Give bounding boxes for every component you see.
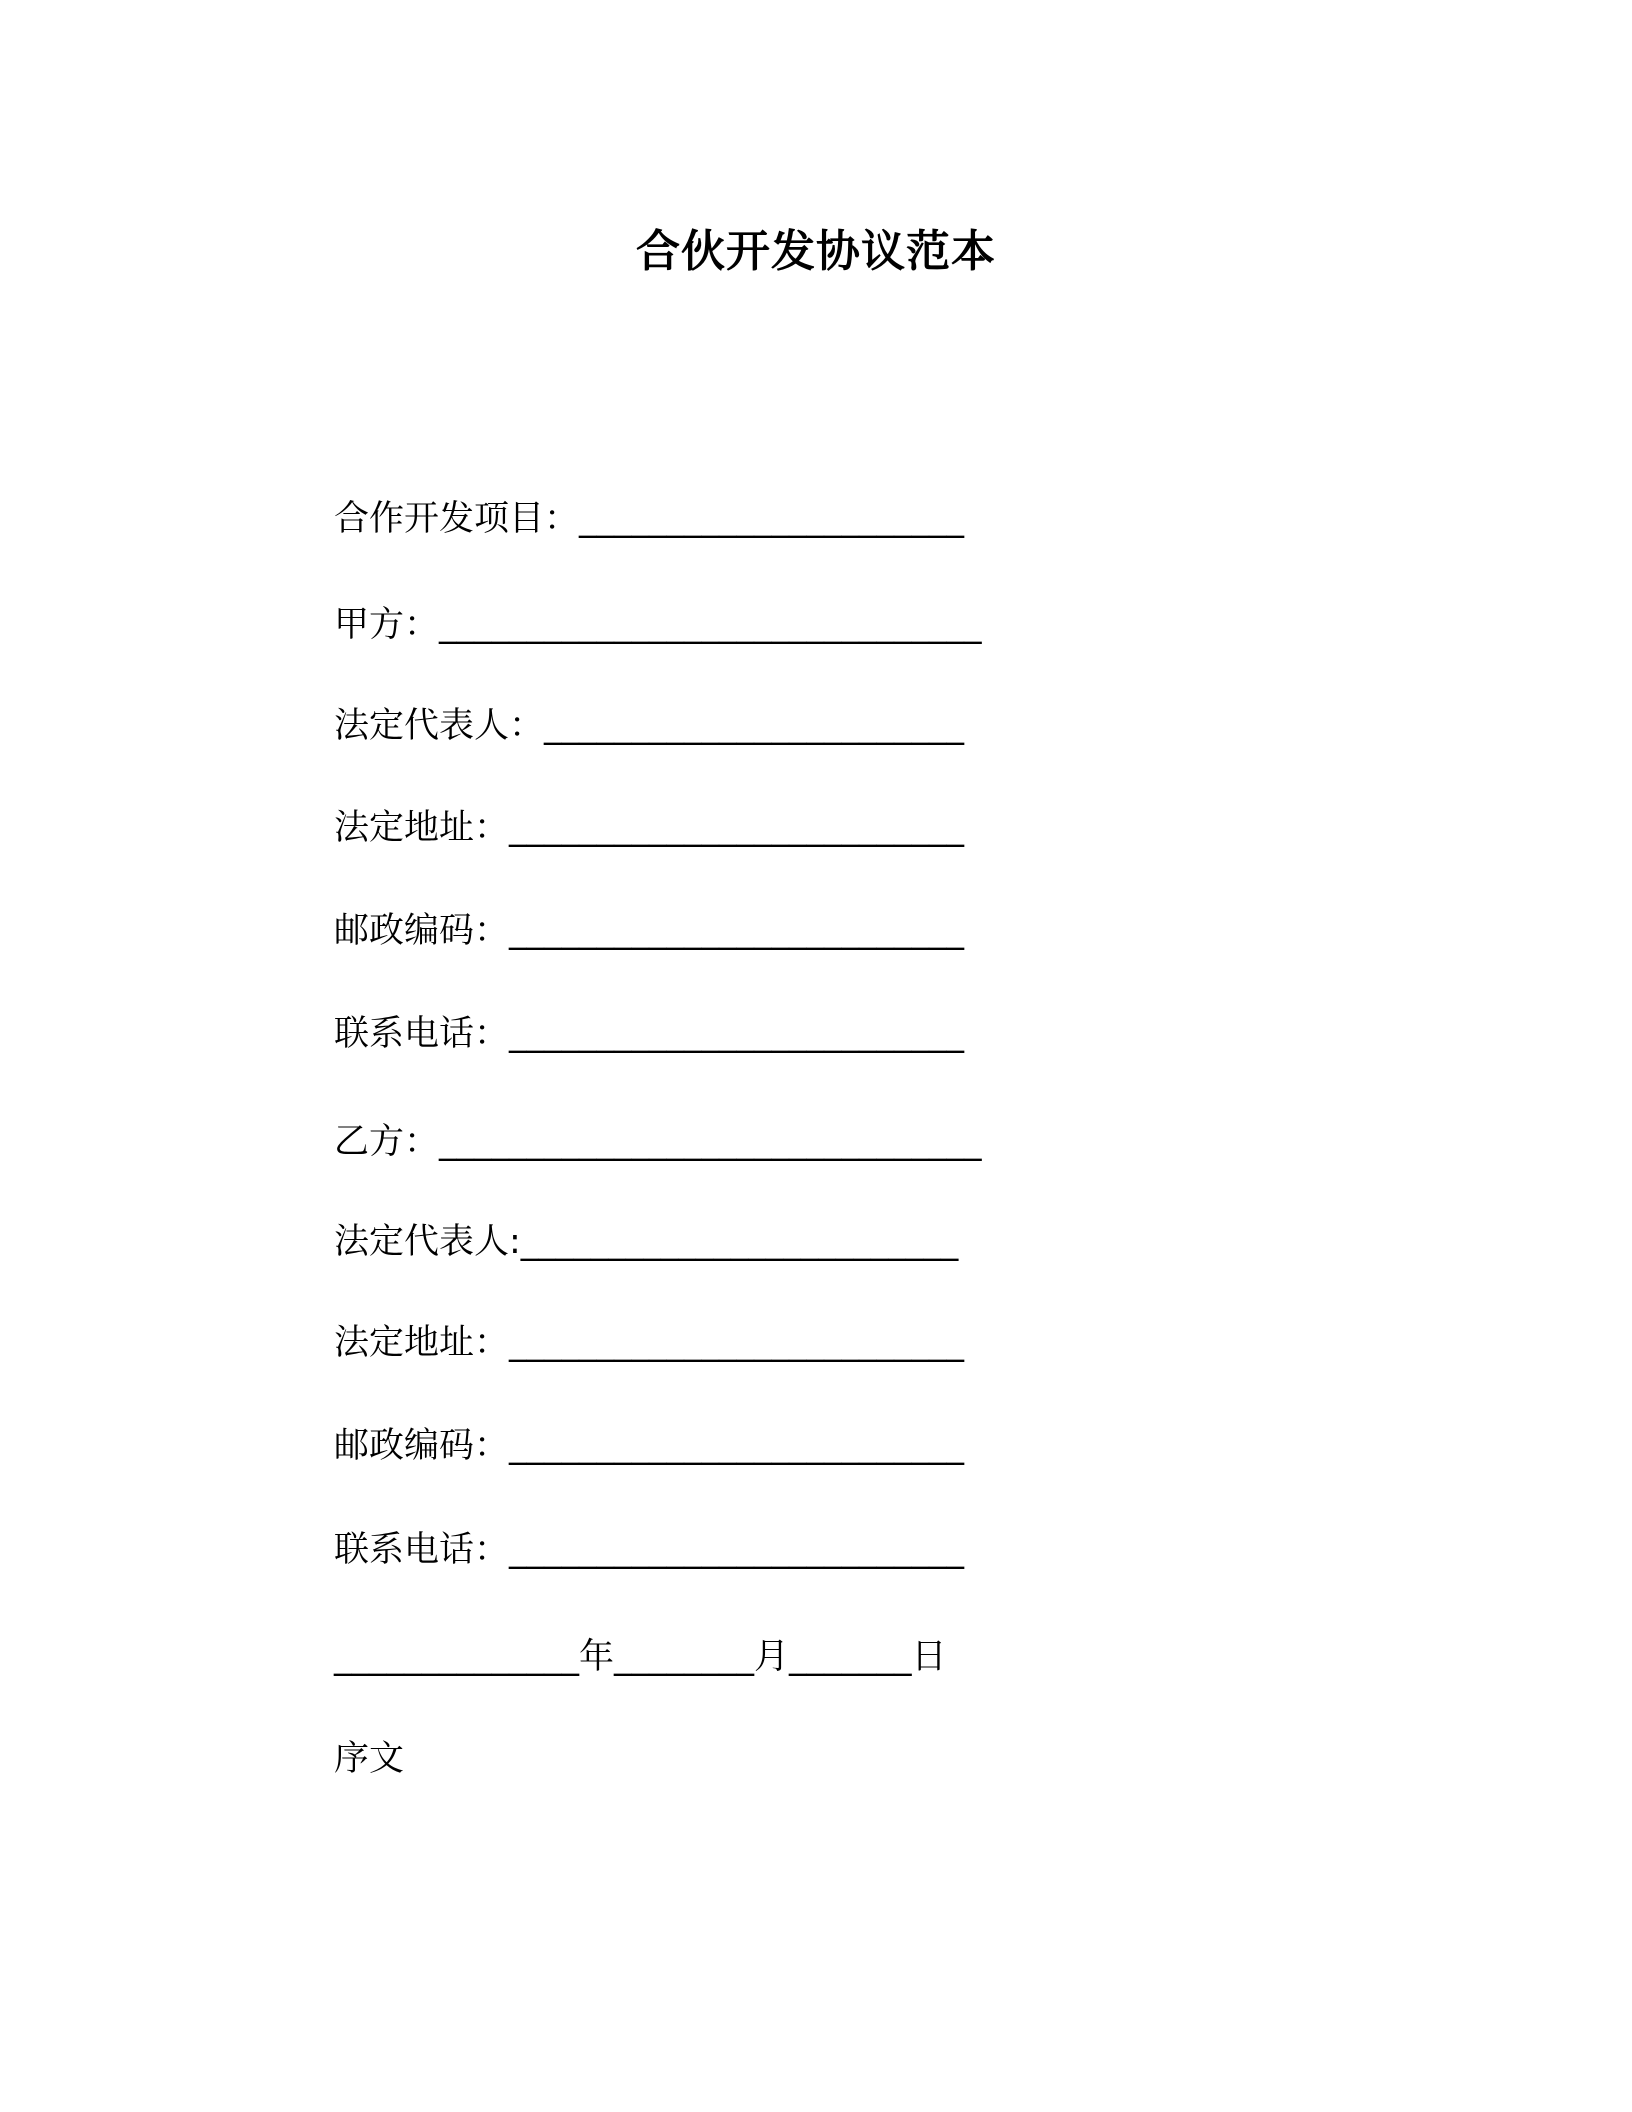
field-party-a-phone (334, 1009, 964, 1059)
field-blank[interactable]: __________________________ (509, 1530, 965, 1570)
field-label: 甲方： (334, 605, 440, 645)
field-label: 邮政编码： (334, 1426, 510, 1466)
field-label: 法定代表人： (334, 706, 545, 746)
month-blank[interactable]: ________ (614, 1637, 755, 1677)
field-blank[interactable]: _______________________________ (439, 605, 982, 645)
section-heading-preface: 序文 (334, 1739, 405, 1779)
field-blank[interactable]: __________________________ (509, 1426, 965, 1466)
field-label: 联系电话： (334, 1530, 510, 1570)
date-line (334, 1632, 947, 1682)
field-party-a-representative (334, 701, 964, 751)
field-blank[interactable]: __________________________ (509, 911, 965, 951)
field-party-a-postcode (334, 906, 964, 956)
field-party-b-phone (334, 1525, 964, 1575)
field-party-a-address (334, 803, 964, 853)
field-party-a (334, 600, 982, 650)
field-blank[interactable]: _________________________ (520, 1222, 959, 1262)
field-blank[interactable]: __________________________ (509, 1014, 965, 1054)
month-label: 月 (754, 1637, 790, 1677)
field-blank[interactable]: ________________________ (544, 706, 965, 746)
field-label: 乙方： (334, 1122, 440, 1162)
day-label: 日 (911, 1637, 947, 1677)
day-blank[interactable]: _______ (789, 1637, 912, 1677)
field-label: 法定地址： (334, 1323, 510, 1363)
field-blank[interactable]: __________________________ (509, 1323, 965, 1363)
year-label: 年 (579, 1637, 615, 1677)
field-label: 合作开发项目： (334, 499, 580, 539)
document-title: 合伙开发协议范本 (636, 226, 996, 277)
field-party-b-representative (334, 1217, 958, 1267)
field-blank[interactable]: __________________________ (509, 808, 965, 848)
field-party-b (334, 1117, 982, 1167)
field-party-b-address (334, 1318, 964, 1368)
field-label: 法定代表人: (334, 1222, 521, 1262)
field-blank[interactable]: ______________________ (579, 499, 965, 539)
field-project (334, 494, 964, 544)
field-blank[interactable]: _______________________________ (439, 1122, 982, 1162)
field-label: 联系电话： (334, 1014, 510, 1054)
field-label: 法定地址： (334, 808, 510, 848)
field-label: 邮政编码： (334, 911, 510, 951)
year-blank[interactable]: ______________ (334, 1637, 579, 1677)
field-party-b-postcode (334, 1421, 964, 1471)
